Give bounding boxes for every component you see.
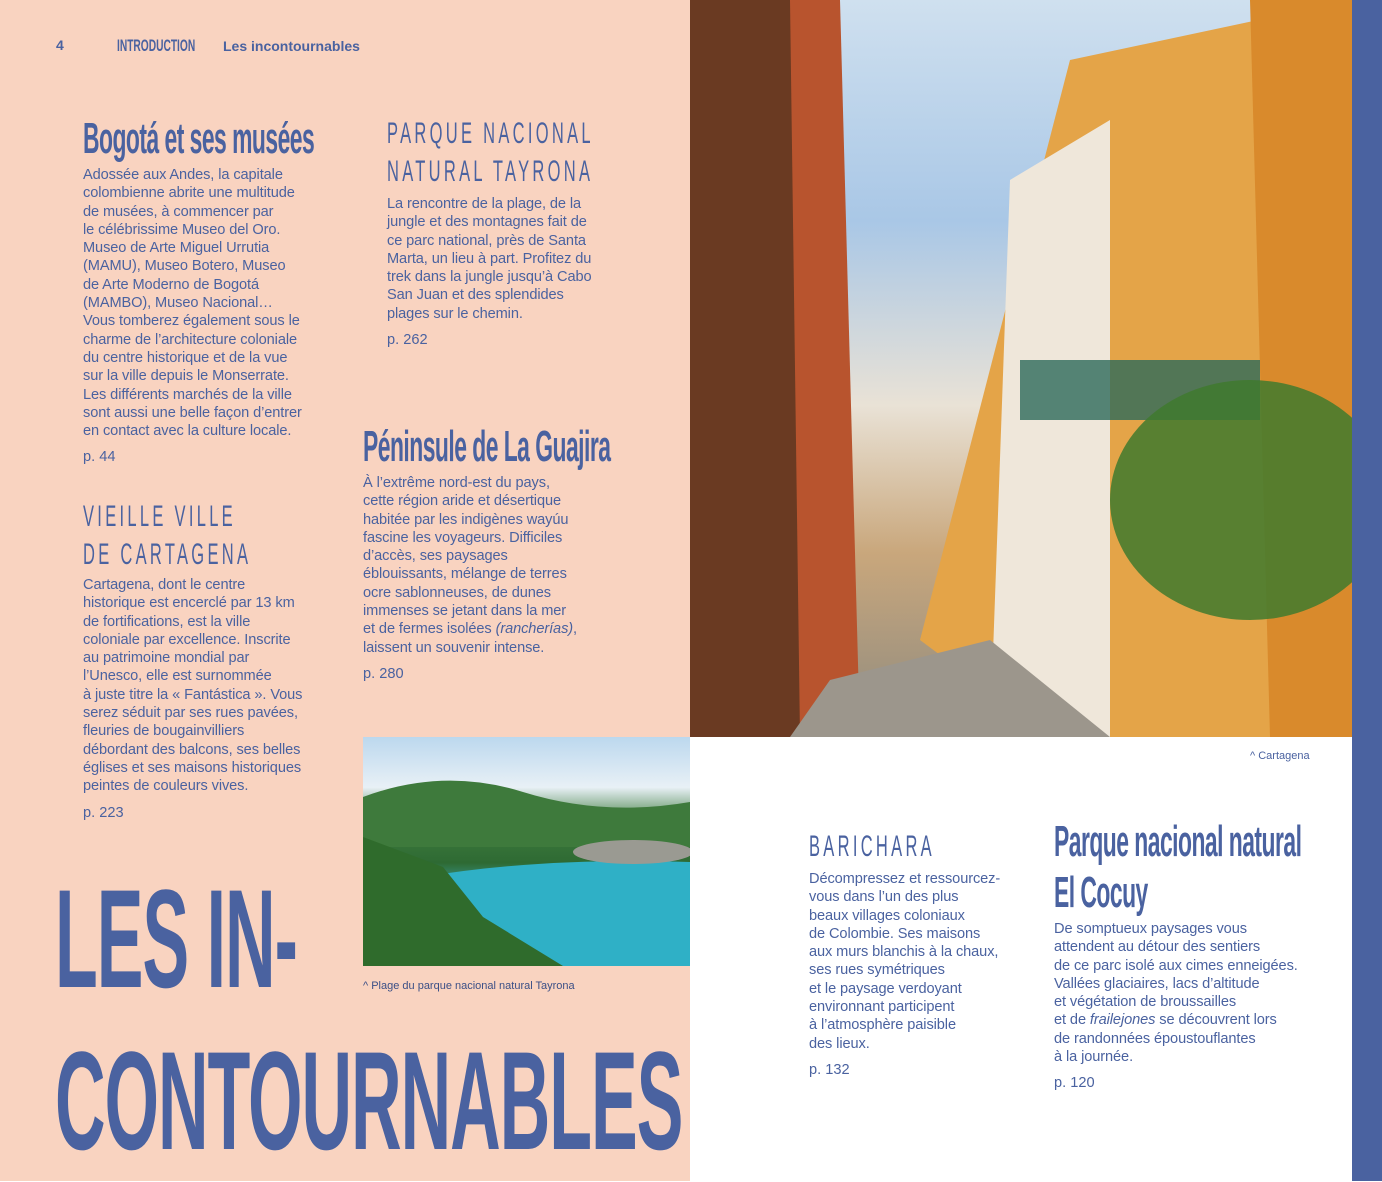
text-line: éblouissants, mélange de terres — [363, 566, 567, 583]
text-line: débordant des balcons, ses belles — [83, 741, 301, 758]
text-line: aux murs blanchis à la chaux, — [809, 944, 999, 961]
text-line: Vous tomberez également sous le — [83, 313, 300, 330]
text-line: et végétation de broussailles — [1054, 994, 1237, 1011]
text-line: coloniale par excellence. Inscrite — [83, 631, 291, 648]
text-line: attendent au détour des sentiers — [1054, 939, 1261, 956]
text-line: ocre sablonneuses, de dunes — [363, 584, 551, 601]
text-line: historique est encerclé par 13 km — [83, 595, 295, 612]
text-line: (MAMBO), Museo Nacional… — [83, 295, 273, 312]
caret-up-icon: ^ — [363, 980, 372, 992]
text-line: de Arte Moderno de Bogotá — [83, 276, 259, 293]
text-line: À l’extrême nord-est du pays, — [363, 475, 550, 491]
text-line: VIEILLE VILLE — [83, 500, 236, 533]
text-line: San Juan et des splendides — [387, 287, 564, 304]
italic-term: (rancherías) — [495, 621, 574, 638]
text-line: PARQUE NACIONAL — [387, 117, 594, 150]
text-line: de fortifications, est la ville — [83, 613, 251, 630]
text-line: Les différents marchés de la ville — [83, 386, 292, 403]
text-line: sont aussi une belle façon d’entrer — [83, 404, 302, 421]
text-line: plages sur le chemin. — [387, 305, 523, 322]
barichara-title: BARICHARA — [809, 830, 935, 863]
page-number: 4 — [56, 37, 64, 53]
chapter-title-line-1: LES IN- — [55, 860, 297, 1017]
text-line: fleuries de bougainvilliers — [83, 723, 245, 740]
text-line: Museo de Arte Miguel Urrutia — [83, 240, 270, 257]
text-line: immenses se jetant dans la mer — [363, 603, 567, 620]
text-line: à la journée. — [1054, 1049, 1134, 1066]
text-line: au patrimoine mondial par — [83, 650, 250, 667]
chapter-title-line-2: CONTOURNABLES — [55, 1022, 683, 1179]
running-header — [117, 36, 360, 56]
text-line: du centre historique et de la vue — [83, 349, 288, 366]
text-line: de Colombie. Ses maisons — [809, 925, 981, 942]
text-line: De somptueux paysages vous — [1054, 921, 1247, 937]
text-line: colombienne abrite une multitude — [83, 185, 295, 202]
text-line: et de frailejones se découvrent lors — [1054, 1012, 1277, 1029]
text-line: trek dans la jungle jusqu’à Cabo — [387, 269, 592, 286]
cartagena-section — [83, 498, 389, 821]
text-line: à l’atmosphère paisible — [809, 1017, 956, 1034]
text-line: Adossée aux Andes, la capitale — [83, 167, 283, 183]
guajira-page-ref: p. 280 — [363, 665, 404, 682]
italic-term: frailejones — [1089, 1012, 1156, 1029]
tayrona-title — [387, 115, 594, 191]
text-line: laissent un souvenir intense. — [363, 639, 545, 656]
text-line: de randonnées époustouflantes — [1054, 1030, 1256, 1047]
cartagena-body — [83, 576, 389, 796]
text-line: Cartagena, dont le centre — [83, 577, 246, 593]
text-line: églises et ses maisons historiques — [83, 759, 302, 776]
cocuy-page-ref: p. 120 — [1054, 1075, 1095, 1092]
text-line: cette région aride et désertique — [363, 493, 561, 510]
text-line: l’Unesco, elle est surnommée — [83, 668, 272, 685]
text-line: Décompressez et ressourcez- — [809, 871, 1001, 887]
section-label: INTRODUCTION — [117, 36, 196, 55]
text-line: Parque nacional natural — [1054, 817, 1302, 866]
text-line: de ce parc isolé aux cimes enneigées. — [1054, 957, 1298, 974]
text-line: habitée par les indigènes wayúu — [363, 511, 569, 528]
text-line: beaux villages coloniaux — [809, 907, 965, 924]
cartagena-page-ref: p. 223 — [83, 804, 124, 821]
text-line: DE CARTAGENA — [83, 538, 252, 571]
text-line: de musées, à commencer par — [83, 203, 274, 220]
text-line: le célébrissime Museo del Oro. — [83, 221, 281, 238]
text-line: Vallées glaciaires, lacs d’altitude — [1054, 975, 1260, 992]
cartagena-photo-illustration — [690, 0, 1352, 737]
text-line: et le paysage verdoyant — [809, 980, 962, 997]
text-line: Marta, un lieu à part. Profitez du — [387, 250, 592, 267]
text-line: La rencontre de la plage, de la — [387, 196, 582, 212]
text-line: jungle et des montagnes fait de — [387, 214, 587, 231]
text-line: d’accès, ses paysages — [363, 548, 508, 565]
text-line: NATURAL TAYRONA — [387, 155, 594, 188]
caption-text: Cartagena — [1258, 750, 1310, 762]
cartagena-title — [83, 498, 251, 574]
text-line: et de fermes isolées (rancherías), — [363, 621, 578, 638]
text-line: vous dans l’un des plus — [809, 889, 959, 906]
text-line: (MAMU), Museo Botero, Museo — [83, 258, 286, 275]
caption-text: Plage du parque nacional natural Tayrona — [371, 980, 575, 992]
caret-up-icon: ^ — [1250, 750, 1259, 762]
text-line: en contact avec la culture locale. — [83, 423, 292, 440]
barichara-page-ref: p. 132 — [809, 1061, 850, 1078]
text-line: sur la ville depuis le Monserrate. — [83, 368, 289, 385]
text-line: fascine les voyageurs. Difficiles — [363, 529, 563, 546]
text-line: peintes de couleurs vives. — [83, 778, 249, 795]
text-line: ses rues symétriques — [809, 962, 945, 979]
text-line: à juste titre la « Fantástica ». Vous — [83, 686, 303, 703]
bogota-page-ref: p. 44 — [83, 449, 116, 466]
text-line: ce parc national, près de Santa — [387, 232, 586, 249]
text-line: environnant participent — [809, 999, 955, 1016]
text-line: El Cocuy — [1054, 868, 1148, 917]
cartagena-caption — [1250, 750, 1310, 762]
chapter-title — [55, 858, 1310, 1182]
text-line: charme de l’architecture coloniale — [83, 331, 297, 348]
cartagena-street-photo — [690, 0, 1352, 737]
tayrona-page-ref: p. 262 — [387, 332, 428, 349]
text-line: serez séduit par ses rues pavées, — [83, 705, 298, 722]
text-line: des lieux. — [809, 1035, 870, 1052]
bogota-title: Bogotá et ses musées — [83, 114, 315, 163]
guajira-title: Péninsule de La Guajira — [363, 422, 611, 471]
subsection-label: Les incontournables — [223, 38, 360, 54]
